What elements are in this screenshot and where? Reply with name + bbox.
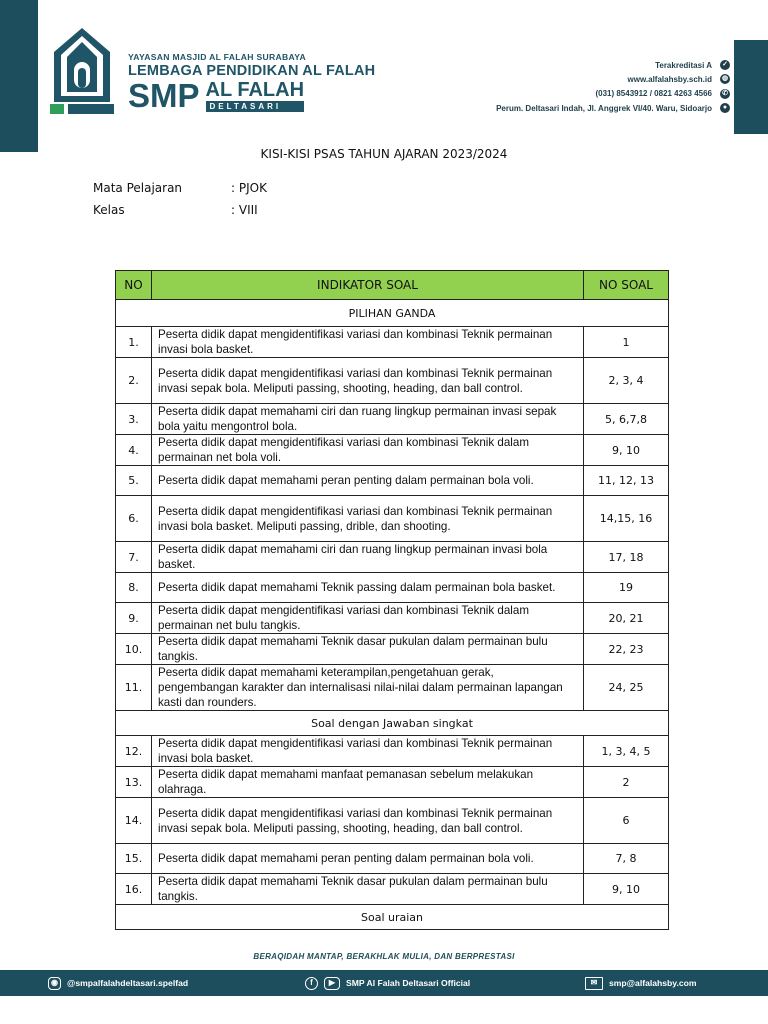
location-pin-icon: ● [720, 103, 730, 113]
kisi-kisi-table [115, 270, 669, 930]
header-left-accent-bar [0, 0, 38, 152]
row-indikator: Peserta didik dapat mengidentifikasi variasi dan kombinasi Teknik dalam permainan net bola voli. [152, 435, 584, 466]
row-indikator: Peserta didik dapat memahami manfaat pemanasan sebelum melakukan olahraga. [152, 767, 584, 798]
row-no-soal: 9, 10 [584, 874, 669, 905]
row-no: 11. [116, 665, 152, 711]
foundation-name: YAYASAN MASJID AL FALAH SURABAYA [128, 52, 307, 62]
row-no: 6. [116, 496, 152, 542]
row-no: 3. [116, 404, 152, 435]
phone-text: (031) 8543912 / 0821 4263 4566 [595, 89, 712, 99]
row-no: 13. [116, 767, 152, 798]
phone-icon: ✆ [720, 89, 730, 99]
table-row [116, 798, 669, 844]
row-no-soal: 11, 12, 13 [584, 466, 669, 496]
table-row [116, 874, 669, 905]
row-no-soal: 20, 21 [584, 603, 669, 634]
table-header-row [116, 271, 669, 300]
row-no: 1. [116, 327, 152, 358]
row-no: 4. [116, 435, 152, 466]
institution-name: LEMBAGA PENDIDIKAN AL FALAH [128, 63, 376, 79]
row-indikator: Peserta didik dapat memahami peran penting dalam permainan bola voli. [152, 844, 584, 874]
header-indikator: INDIKATOR SOAL [152, 271, 584, 300]
footer-instagram[interactable] [48, 970, 188, 996]
row-indikator: Peserta didik dapat mengidentifikasi variasi dan kombinasi Teknik permainan invasi bola basket. [152, 736, 584, 767]
row-no-soal: 2, 3, 4 [584, 358, 669, 404]
mail-icon: ✉ [585, 977, 603, 990]
footer-email[interactable] [585, 970, 697, 996]
row-no-soal: 22, 23 [584, 634, 669, 665]
footer-bar [0, 970, 768, 996]
table-row [116, 736, 669, 767]
row-no-soal: 5, 6,7,8 [584, 404, 669, 435]
class-label: Kelas [93, 203, 125, 217]
school-name: AL FALAH [205, 79, 305, 101]
row-indikator: Peserta didik dapat memahami Teknik dasar pukulan dalam permainan bulu tangkis. [152, 634, 584, 665]
school-logo-icon [48, 26, 116, 116]
youtube-icon: ▶ [324, 977, 340, 990]
school-motto: BERAQIDAH MANTAP, BERAKHLAK MULIA, DAN BERPRESTASI [253, 952, 515, 961]
row-no-soal: 2 [584, 767, 669, 798]
table-row [116, 466, 669, 496]
row-indikator: Peserta didik dapat mengidentifikasi variasi dan kombinasi Teknik dalam permainan net bulu tangkis. [152, 603, 584, 634]
table-row [116, 404, 669, 435]
header-right-accent-bar [734, 40, 768, 134]
row-no: 8. [116, 573, 152, 603]
contact-info [496, 58, 730, 115]
table-row [116, 767, 669, 798]
accreditation-text: Terakreditasi A [655, 60, 712, 70]
table-row [116, 435, 669, 466]
section-uraian: Soal uraian [116, 905, 669, 930]
row-indikator: Peserta didik dapat memahami peran penting dalam permainan bola voli. [152, 466, 584, 496]
row-indikator: Peserta didik dapat memahami ciri dan ruang lingkup permainan invasi bola basket. [152, 542, 584, 573]
facebook-icon: f [305, 977, 318, 990]
row-no: 7. [116, 542, 152, 573]
row-no-soal: 1 [584, 327, 669, 358]
row-no: 12. [116, 736, 152, 767]
row-indikator: Peserta didik dapat mengidentifikasi variasi dan kombinasi Teknik permainan invasi sepak bola. Meliputi passing, shooting, heading, dan ball control. [152, 798, 584, 844]
youtube-channel: SMP Al Falah Deltasari Official [346, 978, 471, 988]
table-row [116, 603, 669, 634]
footer-social[interactable] [305, 970, 470, 996]
subject-value: : PJOK [231, 181, 267, 195]
subject-label: Mata Pelajaran [93, 181, 183, 195]
row-no: 16. [116, 874, 152, 905]
table-row [116, 634, 669, 665]
table-row [116, 665, 669, 711]
row-no: 2. [116, 358, 152, 404]
table-row [116, 844, 669, 874]
row-no-soal: 1, 3, 4, 5 [584, 736, 669, 767]
check-badge-icon: ✓ [720, 60, 730, 70]
website-link[interactable]: www.alfalahsby.sch.id [627, 74, 712, 84]
school-branch: DELTASARI [206, 101, 305, 112]
document-title: KISI-KISI PSAS TAHUN AJARAN 2023/2024 [260, 147, 508, 161]
address-text: Perum. Deltasari Indah, Jl. Anggrek VI/40. Waru, Sidoarjo [496, 103, 712, 113]
row-indikator: Peserta didik dapat mengidentifikasi variasi dan kombinasi Teknik permainan invasi bola basket. Meliputi passing, drible, dan shooting. [152, 496, 584, 542]
class-row [93, 203, 258, 217]
table-row [116, 327, 669, 358]
school-brand [128, 52, 375, 112]
row-no-soal: 6 [584, 798, 669, 844]
row-indikator: Peserta didik dapat mengidentifikasi variasi dan kombinasi Teknik permainan invasi bola basket. [152, 327, 584, 358]
row-no-soal: 7, 8 [584, 844, 669, 874]
instagram-handle: @smpalfalahdeltasari.spelfad [67, 978, 189, 988]
row-no: 9. [116, 603, 152, 634]
header-no-soal: NO SOAL [584, 271, 669, 300]
section-pilihan-ganda: PILIHAN GANDA [116, 300, 669, 327]
instagram-icon: ◉ [48, 977, 61, 990]
section-jawaban-singkat: Soal dengan Jawaban singkat [116, 711, 669, 736]
row-indikator: Peserta didik dapat memahami ciri dan ruang lingkup permainan invasi sepak bola yaitu mengontrol bola. [152, 404, 584, 435]
row-no: 10. [116, 634, 152, 665]
row-no-soal: 17, 18 [584, 542, 669, 573]
row-indikator: Peserta didik dapat memahami Teknik passing dalam permainan bola basket. [152, 573, 584, 603]
table-row [116, 496, 669, 542]
row-no: 5. [116, 466, 152, 496]
row-indikator: Peserta didik dapat mengidentifikasi variasi dan kombinasi Teknik permainan invasi sepak bola. Meliputi passing, shooting, heading, dan ball control. [152, 358, 584, 404]
table-row [116, 573, 669, 603]
row-no-soal: 19 [584, 573, 669, 603]
row-no: 14. [116, 798, 152, 844]
header-no: NO [116, 271, 152, 300]
row-no-soal: 24, 25 [584, 665, 669, 711]
table-row [116, 358, 669, 404]
row-indikator: Peserta didik dapat memahami keterampilan,pengetahuan gerak, pengembangan karakter dan internalisasi nilai-nilai dalam permainan lapangan kasti dan rounders. [152, 665, 584, 711]
email-address: smp@alfalahsby.com [609, 978, 697, 988]
row-no-soal: 9, 10 [584, 435, 669, 466]
row-indikator: Peserta didik dapat memahami Teknik dasar pukulan dalam permainan bulu tangkis. [152, 874, 584, 905]
table-row [116, 542, 669, 573]
globe-icon: ◍ [721, 75, 729, 83]
class-value: : VIII [231, 203, 258, 217]
subject-row [93, 181, 267, 195]
row-no: 15. [116, 844, 152, 874]
school-level: SMP [128, 77, 200, 114]
row-no-soal: 14,15, 16 [584, 496, 669, 542]
